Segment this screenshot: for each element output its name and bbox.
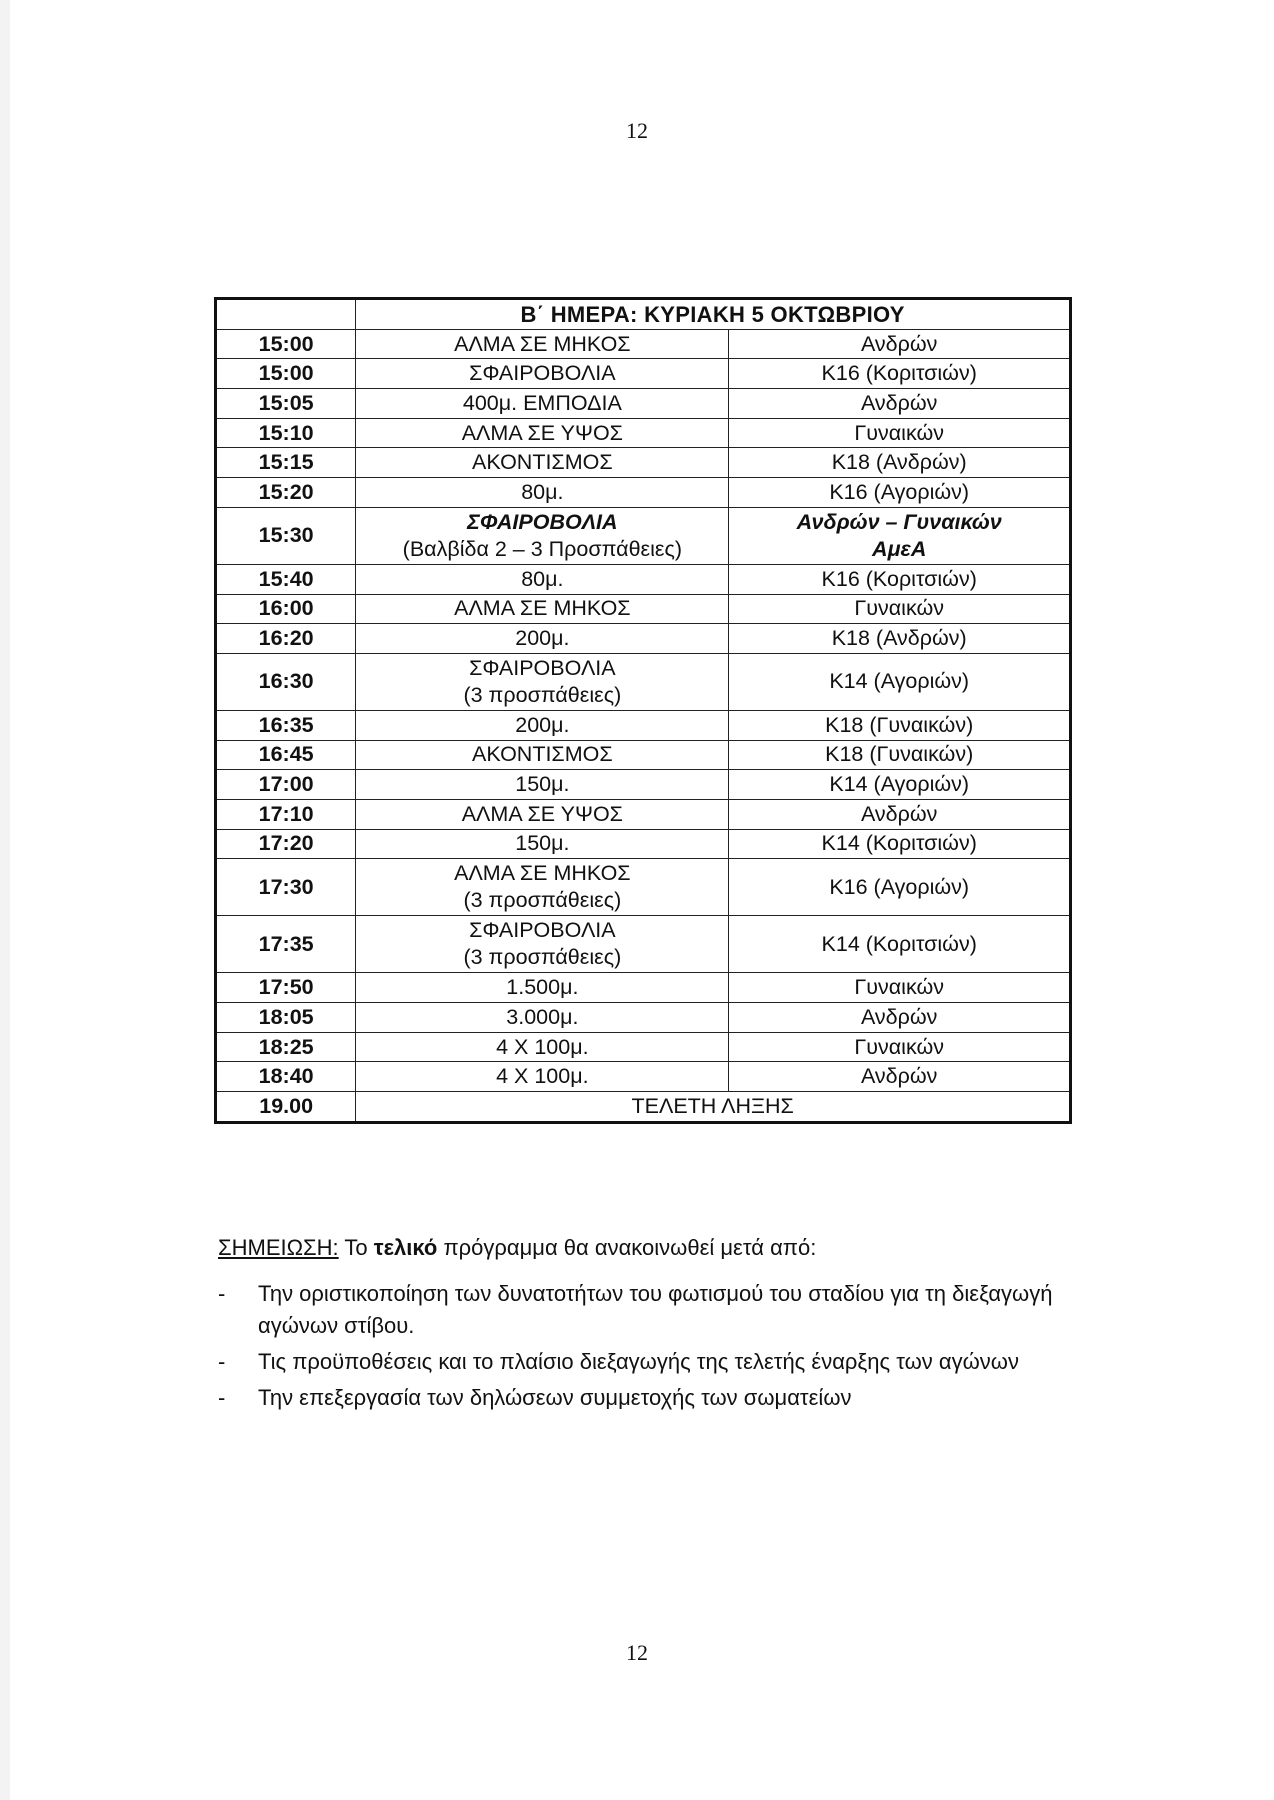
category-name: Ανδρών: [860, 1064, 938, 1089]
time-cell: 17:10: [216, 799, 356, 829]
event-name: 200μ.: [515, 626, 570, 651]
note-item-text: Την επεξεργασία των δηλώσεων συμμετοχής των σωματείων: [258, 1385, 852, 1410]
event-cell: [356, 770, 729, 800]
category-name: Κ16 (Αγοριών): [829, 874, 970, 899]
time-cell: 17:00: [216, 770, 356, 800]
page-number-top: 12: [626, 118, 648, 143]
event-cell: [356, 594, 729, 624]
time-cell: 16:30: [216, 653, 356, 710]
table-row: [216, 740, 1071, 770]
time-cell: 17:35: [216, 916, 356, 973]
time-cell: 18:25: [216, 1032, 356, 1062]
category-cell: [729, 359, 1071, 389]
event-cell: [356, 448, 729, 478]
event-cell: [356, 359, 729, 389]
time-cell: 15:20: [216, 478, 356, 508]
category-cell: [729, 594, 1071, 624]
schedule-body: [216, 329, 1071, 1122]
time-cell: 15:30: [216, 507, 356, 564]
bullet-dash: -: [218, 1385, 226, 1410]
event-name: ΑΛΜΑ ΣΕ ΜΗΚΟΣ: [454, 861, 631, 886]
event-name: 3.000μ.: [506, 1004, 579, 1029]
category-name: Κ16 (Κοριτσιών): [821, 361, 977, 386]
event-name: 4 Χ 100μ.: [496, 1034, 589, 1059]
category-cell: [729, 564, 1071, 594]
note-item-text: Την οριστικοποίηση των δυνατοτήτων του φωτισμού του σταδίου για τη διεξαγωγή αγώνων στίβου.: [258, 1281, 1053, 1338]
category-cell: [729, 418, 1071, 448]
category-cell: [729, 740, 1071, 770]
closing-event: ΤΕΛΕΤΗ ΛΗΞΗΣ: [356, 1092, 1071, 1123]
table-row: [216, 478, 1071, 508]
event-name: ΑΛΜΑ ΣΕ ΥΨΟΣ: [461, 420, 623, 445]
closing-row: [216, 1092, 1071, 1123]
bullet-dash: -: [218, 1349, 226, 1374]
time-cell: 15:00: [216, 329, 356, 359]
event-cell: [356, 916, 729, 973]
table-row: [216, 799, 1071, 829]
event-cell: [356, 973, 729, 1003]
time-cell: 15:00: [216, 359, 356, 389]
table-row: [216, 564, 1071, 594]
category-cell: [729, 916, 1071, 973]
event-name: 200μ.: [515, 712, 570, 737]
event-cell: [356, 478, 729, 508]
category-cell: [729, 389, 1071, 419]
category-cell: [729, 329, 1071, 359]
category-name: Ανδρών: [860, 390, 938, 415]
event-name: ΑΛΜΑ ΣΕ ΜΗΚΟΣ: [454, 596, 631, 621]
event-name: ΑΚΟΝΤΙΣΜΟΣ: [472, 450, 613, 475]
category-cell: [729, 829, 1071, 859]
category-cell: [729, 799, 1071, 829]
schedule-header-row: [216, 299, 1071, 330]
event-name: 80μ.: [521, 566, 564, 591]
time-cell: 19.00: [216, 1092, 356, 1123]
category-cell: [729, 770, 1071, 800]
table-row: [216, 507, 1071, 564]
event-cell: [356, 799, 729, 829]
category-name: Γυναικών: [854, 975, 944, 1000]
table-row: [216, 710, 1071, 740]
note-item-text: Τις προϋποθέσεις και το πλαίσιο διεξαγωγής της τελετής έναρξης των αγώνων: [258, 1349, 1019, 1374]
category-detail: ΑμεΑ: [872, 536, 927, 561]
event-cell: [356, 418, 729, 448]
time-cell: 15:15: [216, 448, 356, 478]
table-row: [216, 594, 1071, 624]
table-row: [216, 359, 1071, 389]
event-cell: [356, 389, 729, 419]
event-cell: [356, 329, 729, 359]
event-name: ΑΚΟΝΤΙΣΜΟΣ: [472, 742, 613, 767]
note-intro-bold: τελικό: [373, 1235, 438, 1260]
category-cell: [729, 1032, 1071, 1062]
day-header: Β΄ ΗΜΕΡΑ: ΚΥΡΙΑΚΗ 5 ΟΚΤΩΒΡΙΟΥ: [356, 299, 1071, 330]
table-row: [216, 1003, 1071, 1033]
table-row: [216, 973, 1071, 1003]
category-name: Κ14 (Αγοριών): [829, 772, 970, 797]
time-cell: 16:00: [216, 594, 356, 624]
time-cell: 16:20: [216, 624, 356, 654]
table-row: [216, 329, 1071, 359]
time-cell: 16:35: [216, 710, 356, 740]
event-name: 400μ. ΕΜΠΟΔΙΑ: [462, 390, 622, 415]
event-name: 4 Χ 100μ.: [496, 1064, 589, 1089]
event-cell: [356, 859, 729, 916]
category-cell: [729, 448, 1071, 478]
category-cell: [729, 1062, 1071, 1092]
table-row: [216, 859, 1071, 916]
table-row: [216, 770, 1071, 800]
category-cell: [729, 478, 1071, 508]
event-cell: [356, 507, 729, 564]
category-cell: [729, 624, 1071, 654]
category-cell: [729, 859, 1071, 916]
category-name: Κ18 (Γυναικών): [825, 742, 974, 767]
category-cell: [729, 1003, 1071, 1033]
time-cell: 17:30: [216, 859, 356, 916]
category-name: Κ14 (Κοριτσιών): [821, 831, 977, 856]
time-cell: 17:50: [216, 973, 356, 1003]
time-cell: 15:40: [216, 564, 356, 594]
event-detail: (3 προσπάθειες): [463, 888, 622, 913]
category-name: Κ16 (Αγοριών): [829, 479, 970, 504]
category-name: Γυναικών: [854, 596, 944, 621]
event-cell: [356, 564, 729, 594]
note-intro: [218, 1232, 1118, 1264]
note-list: [218, 1278, 1118, 1414]
category-cell: [729, 710, 1071, 740]
category-name: Κ14 (Αγοριών): [829, 669, 970, 694]
category-cell: [729, 973, 1071, 1003]
event-name: 1.500μ.: [506, 975, 579, 1000]
table-row: [216, 389, 1071, 419]
table-row: [216, 1062, 1071, 1092]
event-name: ΣΦΑΙΡΟΒΟΛΙΑ: [467, 509, 618, 534]
event-name: ΑΛΜΑ ΣΕ ΜΗΚΟΣ: [454, 331, 631, 356]
time-cell: 16:45: [216, 740, 356, 770]
event-detail: (3 προσπάθειες): [463, 682, 622, 707]
event-name: 80μ.: [521, 479, 564, 504]
header-empty-cell: [216, 299, 356, 330]
event-cell: [356, 1062, 729, 1092]
bullet-dash: -: [218, 1281, 226, 1306]
time-cell: 18:05: [216, 1003, 356, 1033]
category-name: Κ18 (Ανδρών): [831, 450, 967, 475]
table-row: [216, 1032, 1071, 1062]
event-cell: [356, 624, 729, 654]
note-item: [218, 1346, 1118, 1378]
category-name: Γυναικών: [854, 1034, 944, 1059]
event-cell: [356, 653, 729, 710]
event-cell: [356, 1003, 729, 1033]
table-row: [216, 829, 1071, 859]
category-name: Ανδρών – Γυναικών: [796, 509, 1002, 534]
note-title: ΣΗΜΕΙΩΣΗ:: [218, 1235, 339, 1260]
time-cell: 15:10: [216, 418, 356, 448]
note-intro-pre: Το: [338, 1235, 374, 1260]
table-row: [216, 448, 1071, 478]
note-intro-post: πρόγραμμα θα ανακοινωθεί μετά από:: [437, 1235, 817, 1260]
category-name: Κ18 (Ανδρών): [831, 626, 967, 651]
table-row: [216, 624, 1071, 654]
event-name: ΣΦΑΙΡΟΒΟΛΙΑ: [469, 918, 616, 943]
table-row: [216, 418, 1071, 448]
event-name: 150μ.: [515, 831, 570, 856]
page-number-bottom: 12: [626, 1640, 648, 1665]
category-cell: [729, 653, 1071, 710]
time-cell: 15:05: [216, 389, 356, 419]
category-name: Ανδρών: [860, 801, 938, 826]
table-row: [216, 916, 1071, 973]
event-detail: (Βαλβίδα 2 – 3 Προσπάθειες): [402, 536, 683, 561]
category-cell: [729, 507, 1071, 564]
category-name: Κ14 (Κοριτσιών): [821, 931, 977, 956]
event-name: 150μ.: [515, 772, 570, 797]
event-name: ΑΛΜΑ ΣΕ ΥΨΟΣ: [461, 801, 623, 826]
event-name: ΣΦΑΙΡΟΒΟΛΙΑ: [469, 655, 616, 680]
time-cell: 18:40: [216, 1062, 356, 1092]
category-name: Γυναικών: [854, 420, 944, 445]
note-section: [218, 1232, 1118, 1418]
event-cell: [356, 829, 729, 859]
event-cell: [356, 710, 729, 740]
time-cell: 17:20: [216, 829, 356, 859]
note-item: [218, 1278, 1118, 1342]
table-row: [216, 653, 1071, 710]
event-cell: [356, 1032, 729, 1062]
event-detail: (3 προσπάθειες): [463, 945, 622, 970]
event-name: ΣΦΑΙΡΟΒΟΛΙΑ: [469, 361, 616, 386]
event-cell: [356, 740, 729, 770]
note-item: [218, 1382, 1118, 1414]
schedule-table: [214, 297, 1072, 1124]
category-name: Ανδρών: [860, 1004, 938, 1029]
category-name: Ανδρών: [860, 331, 938, 356]
category-name: Κ18 (Γυναικών): [825, 712, 974, 737]
category-name: Κ16 (Κοριτσιών): [821, 566, 977, 591]
